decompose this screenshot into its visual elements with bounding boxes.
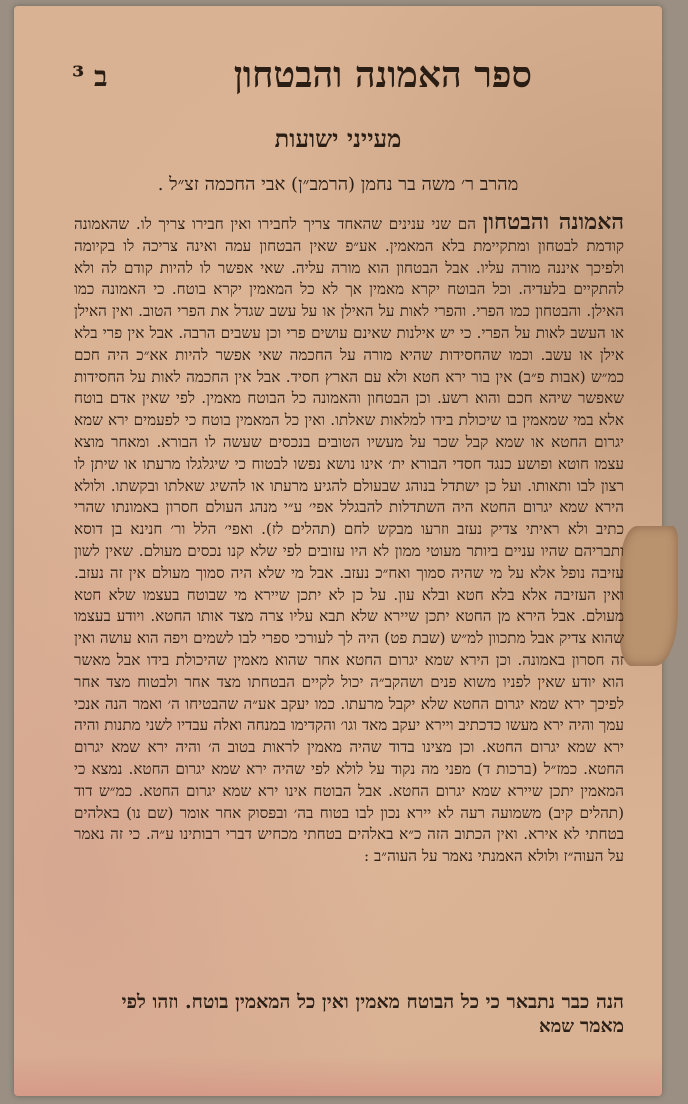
closing-line: הנה כבר נתבאר כי כל הבוטח מאמין ואין כל המאמין בוטח. וזהו לפי מאמר	[121, 991, 624, 1037]
stained-edge	[14, 1056, 662, 1096]
book-page	[14, 6, 662, 1096]
subtitle: מעייני ישועות	[274, 124, 402, 153]
page-number: ב ³	[72, 60, 108, 93]
torn-paper-patch	[620, 526, 678, 666]
body-text: הם שני ענינים שהאחד צריך לחבירו ואין חבירו צריך לו. שהאמונה קודמת לבטחון ומתקיימת בלא המאמין. אע״פ שאין הבטחון עמה ואינה צריכה לו בקיומה ולפיכך איננה מורה עליו. אבל הבטחון הוא מורה עליה. שאי אפשר לו להיות קודם לה ולא להתקיים בלעדיה. וכל הבוטח יקרא מאמין אך לא כל המאמין יקרא בוטח. כי האמונה כמו האילן. והבטחון כמו הפרי. והפרי לאות על האילן או על עשב שגדל את הפרי הטוב. ואין האילן או העשב לאות על הפרי. כי יש אילנות שאינם עושים פרי וכן עשבים הרבה. אבל אין פרי בלא אילן או עשב. וכמו שהחסידות שהיא מורה על החכמה שאי אפשר להיות אא״כ היה חכם כמ״ש (אבות פ״ב) אין בור ירא חטא ולא עם הארץ חסיד. אבל אין החכמה לאות על החסידות שאפשר שיהא חכם והוא רשע. וכן הבטחון והאמונה כל הבוטח מאמין. לפי שאין אדם בוטח אלא במי שמאמין בו שיכולת בידו למלאות שאלתו. ואין כל המאמין בוטח כי לפעמים ירא שמא יגרום החטא או שמא קבל שכר על מעשיו הטובים בנכסים שעשה לו הבורא. ומאחר מוצא עצמו חוטא ופושע כנגד חסדי הבורא ית׳ אינו נושא נפשו לבטוח כי שיגלגלו מרעתו או שיתן לו רצון לבו ותאותו. ועל כן ישתדל בנוהג שבעולם להגיע מרעתו או להשיג שאלתו ובקשתו. ולולא הירא שמא יגרום החטא היה השתדלות להבגלל אפי׳ ע״י מנהג העולם חסרון באמונתו שהרי כתיב ולא ראיתי צדיק נעזב וזרעו מבקש לחם (תהלים לז). ואפי׳ הלל ור׳ חנינא בן דוסא ותבריהם שהיו עניים ביותר מעוטי ממון לא היו עזובים לפי שלא קנו נכסים מעולם. שאין לשון עזיבה נופל אלא על מי שהיה סמוך ואח״כ נעזב. אבל מי שלא היה סמוך מעולם אין זה נעזב. ואין העזיבה אלא בלא חטא ובלא עון. על כן לא יתכן שיירא מי שבוטח בעצמו שלא חטא מעולם. אבל הירא מן החטא יתכן שיירא שלא תבא עליו צרה מצד אותו החטא. ויודע בעצמו שהוא צדיק אבל מתכוון למ״ש (שבת פט) היה לך לעורכי ספרי לבו לשמים ויפה הוא עושה ואין זה חסרון באמונה. וכן הירא שמא יגרום החטא אחר שהוא מאמין שהיכולת בידו אבל מאשר הוא יודע שאין לפניו משוא פנים ושהקב״ה יכול לקיים הבטחתו מצד אחר ולבטוח מצד אחר לפיכך ירא שמא יגרום החטא שלא יקבל מרעתו. כמו יעקב אע״ה שהבטיחו ה׳ ואמר הנה אנכי עמך והיה ירא מעשו כדכתיב ויירא יעקב מאד וגו׳ והקדימו במנחה ואלה עבדיו לשני מתנות והיה ירא שמא יגרום החטא. וכן מצינו בדוד שהיה מאמין לראות בטוב ה׳ והיה ירא שמא יגרום החטא. כמז״ל (ברכות ד) מפני מה נקוד על לולא לפי שהיה ירא שמא יגרום החטא. נמצא כי המאמין יתכן שיירא שמא יגרום החטא. אבל הבוטח אינו ירא שמא יגרום החטא. כמ״ש דוד (תהלים קיב) משמועה רעה לא יירא נכון לבו בטוח בה׳ ובפסוק אחר אומר (שם נו) באלהים בטחתי לא אירא. ואין הכתוב הזה כ״א באלהים בטחתי מכחיש דברי רבותינו ע״ה. כי זה נאמר על העוה״ז ולולא האמנתי נאמר על העוה״ב :	[74, 215, 624, 866]
book-title: ספר האמונה והבטחון	[233, 54, 532, 96]
body-paragraph	[74, 209, 625, 868]
catchword: שמא	[539, 1016, 574, 1037]
author-line: מהרב ר׳ משה בר נחמן (הרמב״ן) אבי החכמה זצ״ל .	[157, 174, 519, 195]
lead-words: האמונה והבטחון	[482, 209, 625, 235]
page-header	[14, 50, 662, 110]
